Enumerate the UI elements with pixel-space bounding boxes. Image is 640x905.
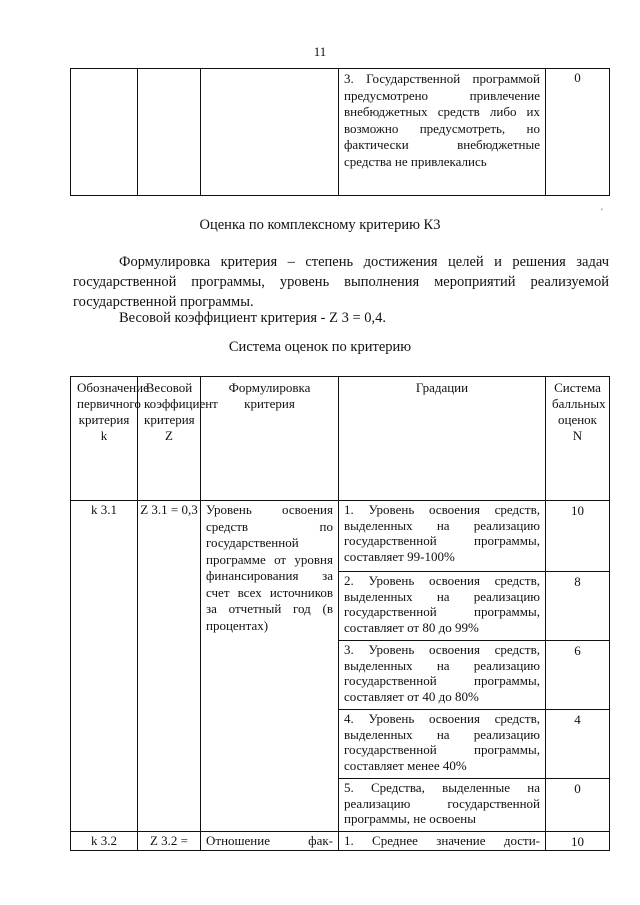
table-header-row bbox=[71, 377, 610, 501]
score-cell: 10 bbox=[546, 832, 610, 851]
gradation-cell: 4. Уровень освоения средств, выделенных на реализацию государственной программы, составляет менее 40% bbox=[339, 710, 546, 779]
score-cell: 6 bbox=[546, 641, 610, 710]
header-gradations: Градации bbox=[339, 377, 546, 501]
system-heading: Система оценок по критерию bbox=[228, 339, 412, 355]
continued-table bbox=[70, 68, 610, 196]
gradation-cell: 1. Среднее значение дости- bbox=[339, 832, 546, 851]
criterion-formulation-cell: Отношение фак- bbox=[201, 832, 339, 851]
criterion-code: k 3.2 bbox=[71, 832, 138, 851]
header-weight: Весовой коэффициент критерия Z bbox=[138, 377, 201, 501]
table-row bbox=[71, 501, 610, 572]
header-designation: Обозначение первичного критерия k bbox=[71, 377, 138, 501]
criteria-table bbox=[70, 376, 610, 851]
score-cell: 10 bbox=[546, 501, 610, 572]
header-score-system: Система балльных оценок N bbox=[546, 377, 610, 501]
gradation-cell: 1. Уровень освоения средств, выделенных на реализацию государственной программы, составляет 99-100% bbox=[339, 501, 546, 572]
score-cell: 8 bbox=[546, 572, 610, 641]
criterion-cell: 3. Государственной программой предусмотрено привлечение внебюджетных средств либо их возможно предусмотреть, но фактически внебюджетные средства не привлекались bbox=[339, 69, 546, 196]
criterion-code: k 3.1 bbox=[71, 501, 138, 832]
score-cell: 0 bbox=[546, 69, 610, 196]
criterion-weight: Z 3.2 = bbox=[138, 832, 201, 851]
score-cell: 4 bbox=[546, 710, 610, 779]
gradation-cell: 5. Средства, выделенные на реализацию государственной программы, не освоены bbox=[339, 779, 546, 832]
score-cell: 0 bbox=[546, 779, 610, 832]
criterion-formulation: Формулировка критерия – степень достижения целей и решения задач государственной программы, уровень выполнения мероприятий реализуемой государственной программы. bbox=[73, 254, 609, 310]
section-heading: Оценка по комплексному критерию К3 bbox=[199, 217, 441, 233]
gradation-cell: 3. Уровень освоения средств, выделенных на реализацию государственной программы, составляет от 40 до 80% bbox=[339, 641, 546, 710]
table-row bbox=[71, 69, 610, 196]
criterion-formulation-cell: Уровень освоения средств по государственной программе от уровня финансирования за счет всех источников за отчетный год (в процентах) bbox=[201, 501, 339, 832]
scan-mark: ′ bbox=[601, 207, 603, 217]
gradation-cell: 2. Уровень освоения средств, выделенных на реализацию государственной программы, составляет от 80 до 99% bbox=[339, 572, 546, 641]
empty-cell bbox=[201, 69, 339, 196]
header-formulation: Формулировка критерия bbox=[201, 377, 339, 501]
empty-cell bbox=[71, 69, 138, 196]
page-number: 11 bbox=[313, 44, 327, 59]
table-row bbox=[71, 832, 610, 851]
empty-cell bbox=[138, 69, 201, 196]
weight-line: Весовой коэффициент критерия - Z 3 = 0,4. bbox=[119, 310, 387, 326]
criterion-weight: Z 3.1 = 0,3 bbox=[138, 501, 201, 832]
